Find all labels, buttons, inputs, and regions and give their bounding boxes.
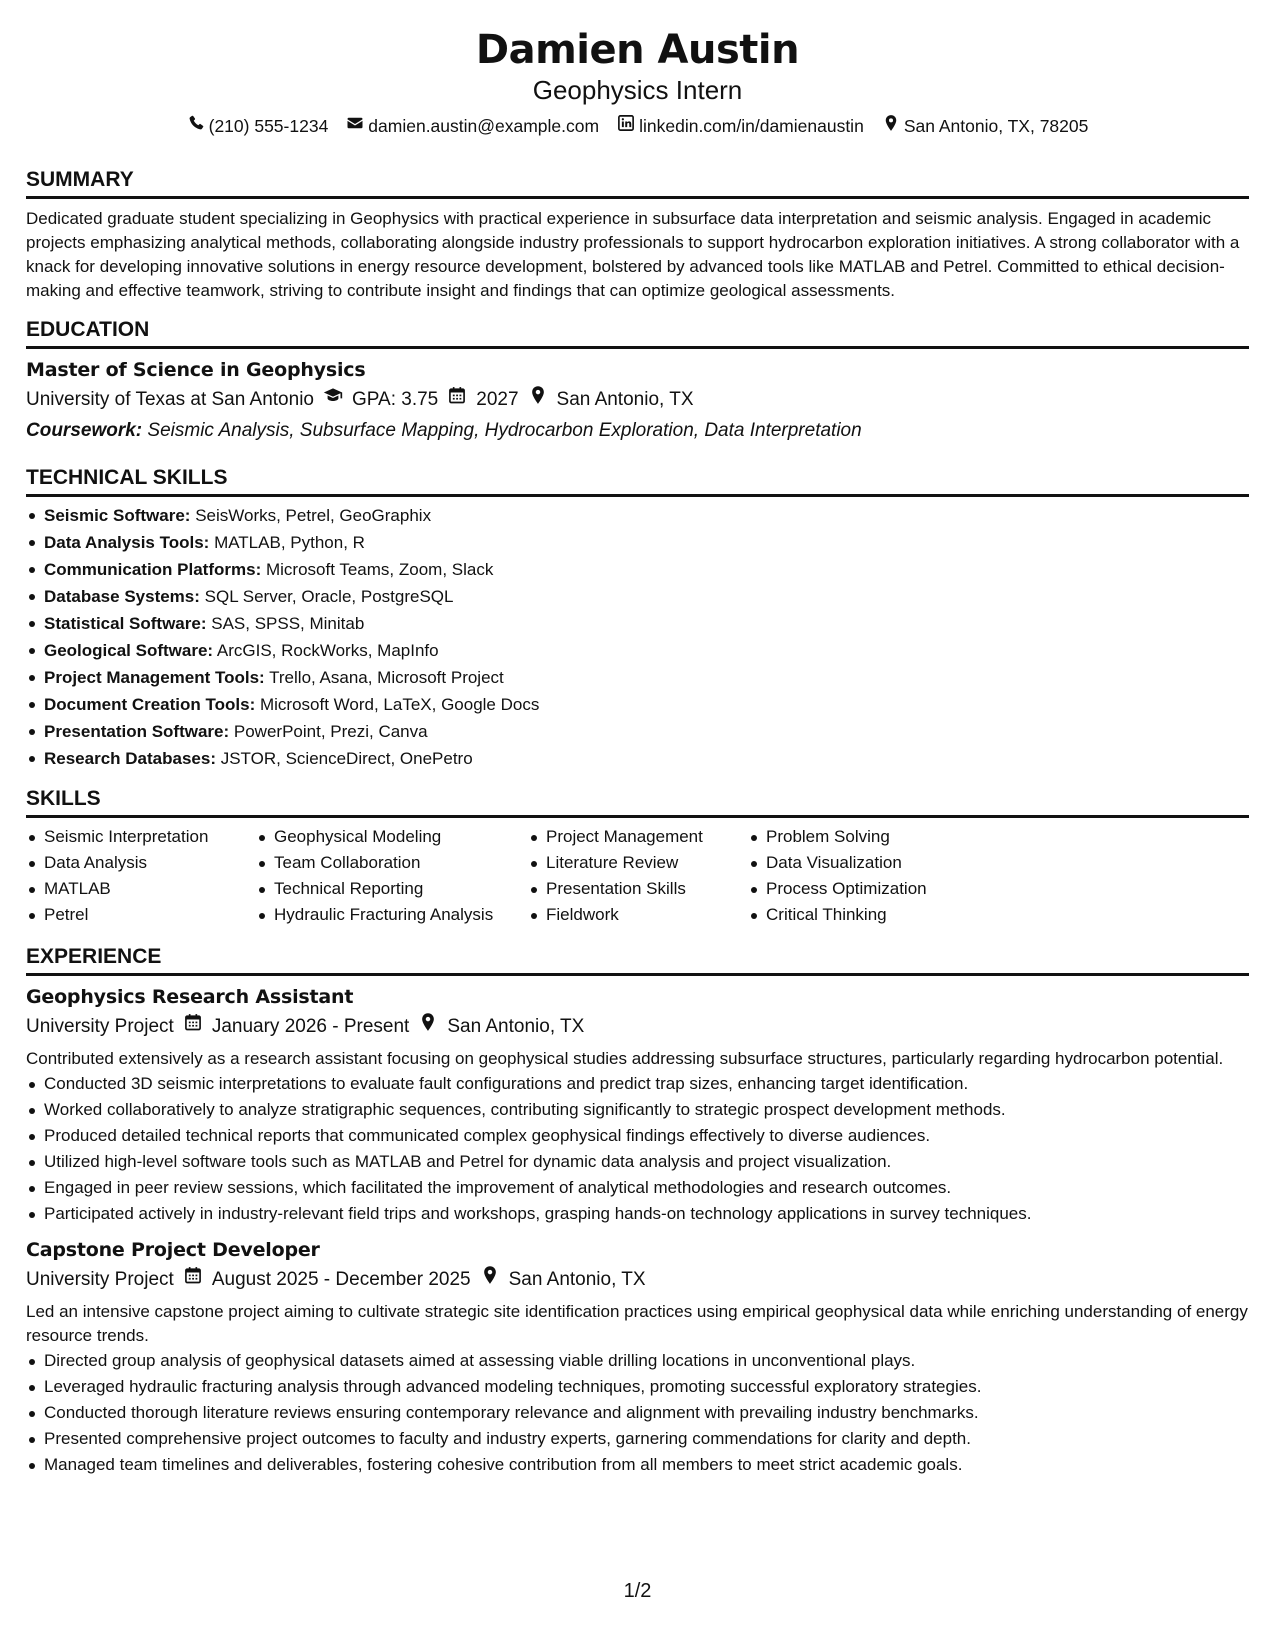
section-title: EDUCATION	[26, 317, 1249, 349]
experience-entry	[26, 984, 1249, 1227]
skills-column	[528, 824, 748, 928]
graduation-year: 2027	[476, 388, 519, 410]
list-item	[26, 556, 1249, 583]
list-item: Conducted thorough literature reviews ensuring contemporary relevance and alignment with prevailing industry benchmarks.	[26, 1400, 1249, 1426]
job-description: Contributed extensively as a research assistant focusing on geophysical studies addressing subsurface structures, particularly regarding hydrocarbon potential.	[26, 1049, 1224, 1068]
linkedin-icon	[617, 114, 635, 137]
contact-linkedin	[617, 114, 864, 137]
summary-text: Dedicated graduate student specializing in Geophysics with practical experience in subsurface data interpretation and seismic analysis. Engaged in academic projects emphasizing analytical methods, collaborating alongside industry professionals to support hydrocarbon exploration initiatives. A strong collaborator with a knack for developing innovative solutions in energy resource development, bolstered by advanced tools like MATLAB and Petrel. Committed to ethical decision-making and effective teamwork, striving to contribute insight and findings that can optimize geological assessments.	[26, 209, 1240, 300]
candidate-role: Geophysics Intern	[532, 75, 743, 105]
list-item: Participated actively in industry-relevant field trips and workshops, grasping hands-on technology applications in survey techniques.	[26, 1201, 1249, 1227]
list-item: MATLAB	[26, 876, 256, 902]
job-meta	[26, 1012, 1249, 1041]
list-item	[26, 691, 1249, 718]
school-name: University of Texas at San Antonio	[26, 388, 314, 410]
coursework-label: Coursework:	[26, 420, 143, 441]
map-pin-icon	[480, 1265, 500, 1294]
list-item	[26, 610, 1249, 637]
skill-values: PowerPoint, Prezi, Canva	[233, 722, 428, 741]
list-item: Hydraulic Fracturing Analysis	[256, 902, 528, 928]
skills-column	[748, 824, 998, 928]
job-dates: January 2026 - Present	[211, 1015, 410, 1037]
list-item: Process Optimization	[748, 876, 998, 902]
list-item: Presented comprehensive project outcomes to faculty and industry experts, garnering commendations for clarity and depth.	[26, 1426, 1249, 1452]
job-meta	[26, 1265, 1249, 1294]
degree-title: Master of Science in Geophysics	[26, 359, 366, 381]
section-title: SUMMARY	[26, 167, 1249, 199]
list-item: Technical Reporting	[256, 876, 528, 902]
skill-category: Database Systems:	[44, 587, 200, 606]
list-item: Literature Review	[528, 850, 748, 876]
location-text: San Antonio, TX, 78205	[903, 115, 1089, 136]
experience-entry	[26, 1237, 1249, 1478]
skills-grid	[26, 824, 1249, 928]
list-item	[26, 664, 1249, 691]
job-bullets	[26, 1348, 1249, 1478]
map-pin-icon	[528, 385, 548, 414]
experience-section	[26, 944, 1249, 1478]
job-dates: August 2025 - December 2025	[211, 1268, 471, 1290]
section-title: EXPERIENCE	[26, 944, 1249, 976]
contact-row	[26, 114, 1249, 137]
skill-category: Presentation Software:	[44, 722, 230, 741]
list-item: Fieldwork	[528, 902, 748, 928]
skill-values: Microsoft Word, LaTeX, Google Docs	[259, 695, 540, 714]
education-location: San Antonio, TX	[556, 388, 694, 410]
skill-category: Document Creation Tools:	[44, 695, 256, 714]
list-item: Critical Thinking	[748, 902, 998, 928]
resume-header	[26, 26, 1249, 137]
linkedin-link[interactable]: linkedin.com/in/damienaustin	[639, 115, 864, 136]
skills-section	[26, 786, 1249, 928]
list-item: Data Analysis	[26, 850, 256, 876]
skill-category: Research Databases:	[44, 749, 216, 768]
gpa-text: GPA: 3.75	[351, 388, 439, 410]
technical-skills-list	[26, 502, 1249, 772]
job-title: Capstone Project Developer	[26, 1239, 320, 1261]
skill-values: JSTOR, ScienceDirect, OnePetro	[220, 749, 473, 768]
skills-column	[26, 824, 256, 928]
contact-location	[882, 114, 1089, 137]
job-location: San Antonio, TX	[508, 1268, 646, 1290]
skill-category: Seismic Software:	[44, 506, 191, 525]
list-item: Team Collaboration	[256, 850, 528, 876]
envelope-icon	[346, 114, 364, 137]
education-section	[26, 317, 1249, 445]
list-item: Engaged in peer review sessions, which facilitated the improvement of analytical methodologies and research outcomes.	[26, 1175, 1249, 1201]
contact-email	[346, 114, 599, 137]
list-item: Conducted 3D seismic interpretations to evaluate fault configurations and predict trap sizes, enhancing target identification.	[26, 1071, 1249, 1097]
skill-category: Data Analysis Tools:	[44, 533, 210, 552]
job-bullets	[26, 1071, 1249, 1227]
list-item: Managed team timelines and deliverables, fostering cohesive contribution from all members to meet strict academic goals.	[26, 1452, 1249, 1478]
contact-phone	[187, 114, 329, 137]
list-item: Worked collaboratively to analyze stratigraphic sequences, contributing significantly to strategic prospect development methods.	[26, 1097, 1249, 1123]
list-item: Directed group analysis of geophysical datasets aimed at assessing viable drilling locations in unconventional plays.	[26, 1348, 1249, 1374]
list-item	[26, 583, 1249, 610]
map-pin-icon	[418, 1012, 438, 1041]
skill-values: Trello, Asana, Microsoft Project	[269, 668, 504, 687]
skill-category: Project Management Tools:	[44, 668, 265, 687]
list-item	[26, 502, 1249, 529]
organization: University Project	[26, 1268, 174, 1290]
phone-icon	[187, 114, 205, 137]
list-item: Geophysical Modeling	[256, 824, 528, 850]
list-item	[26, 529, 1249, 556]
list-item	[26, 637, 1249, 664]
map-pin-icon	[882, 114, 900, 137]
list-item	[26, 718, 1249, 745]
job-title: Geophysics Research Assistant	[26, 986, 354, 1008]
page-number: 1/2	[623, 1580, 652, 1602]
job-description: Led an intensive capstone project aiming to cultivate strategic site identification practices using empirical geophysical data while enriching understanding of energy resource trends.	[26, 1302, 1248, 1345]
list-item	[26, 745, 1249, 772]
skill-values: SAS, SPSS, Minitab	[211, 614, 365, 633]
skill-values: Microsoft Teams, Zoom, Slack	[265, 560, 494, 579]
candidate-name: Damien Austin	[475, 27, 800, 73]
list-item: Project Management	[528, 824, 748, 850]
calendar-icon	[183, 1265, 203, 1294]
list-item: Petrel	[26, 902, 256, 928]
list-item: Seismic Interpretation	[26, 824, 256, 850]
organization: University Project	[26, 1015, 174, 1037]
list-item: Presentation Skills	[528, 876, 748, 902]
list-item: Utilized high-level software tools such as MATLAB and Petrel for dynamic data analysis and project visualization.	[26, 1149, 1249, 1175]
section-title: TECHNICAL SKILLS	[26, 465, 1249, 497]
skill-category: Geological Software:	[44, 641, 214, 660]
skill-category: Statistical Software:	[44, 614, 207, 633]
graduation-cap-icon	[323, 385, 343, 414]
technical-skills-section	[26, 465, 1249, 772]
skill-values: ArcGIS, RockWorks, MapInfo	[216, 641, 439, 660]
skills-column	[256, 824, 528, 928]
calendar-icon	[447, 385, 467, 414]
coursework	[26, 417, 1249, 445]
skill-values: MATLAB, Python, R	[214, 533, 365, 552]
email-link[interactable]: damien.austin@example.com	[368, 115, 600, 136]
list-item: Leveraged hydraulic fracturing analysis through advanced modeling techniques, promoting successful exploratory strategies.	[26, 1374, 1249, 1400]
list-item: Problem Solving	[748, 824, 998, 850]
summary-section	[26, 167, 1249, 303]
education-meta	[26, 385, 1249, 414]
skill-category: Communication Platforms:	[44, 560, 262, 579]
job-location: San Antonio, TX	[447, 1015, 585, 1037]
list-item: Data Visualization	[748, 850, 998, 876]
skill-values: SQL Server, Oracle, PostgreSQL	[204, 587, 454, 606]
list-item: Produced detailed technical reports that communicated complex geophysical findings effectively to diverse audiences.	[26, 1123, 1249, 1149]
section-title: SKILLS	[26, 786, 1249, 818]
coursework-list: Seismic Analysis, Subsurface Mapping, Hydrocarbon Exploration, Data Interpretation	[147, 420, 862, 441]
calendar-icon	[183, 1012, 203, 1041]
skill-values: SeisWorks, Petrel, GeoGraphix	[195, 506, 432, 525]
phone-text: (210) 555-1234	[208, 115, 329, 136]
